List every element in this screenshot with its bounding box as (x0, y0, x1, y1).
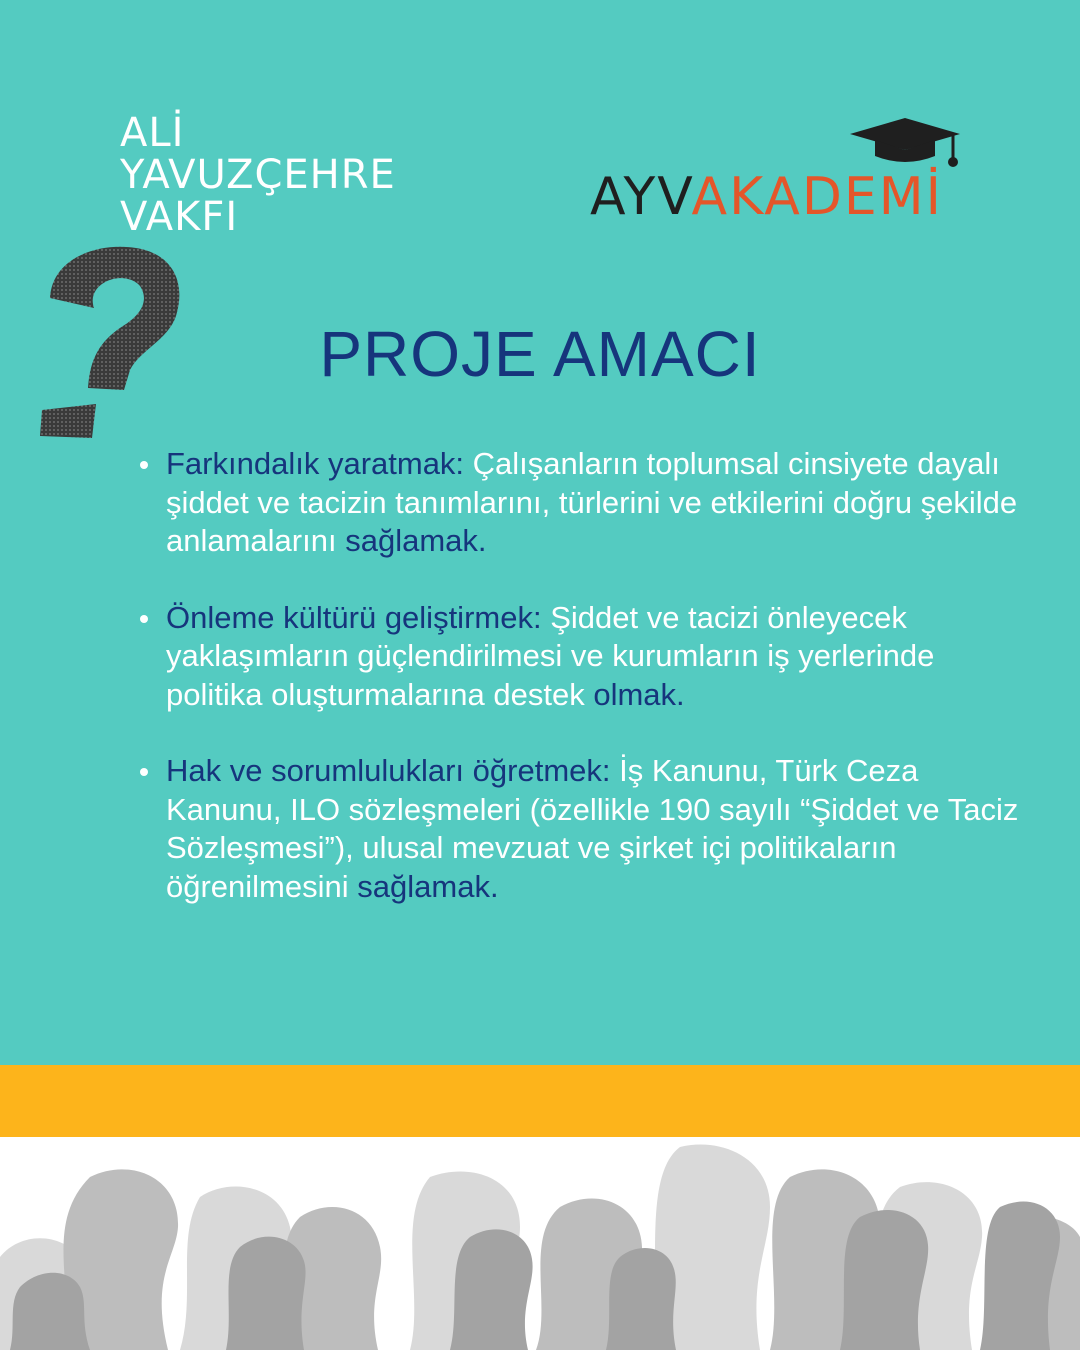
orange-band (0, 1065, 1080, 1137)
goal-heading: Önleme kültürü geliştirmek: (166, 599, 542, 635)
academy-logo-dark-text: AYV (590, 167, 692, 227)
goal-heading: Farkındalık yaratmak: (166, 446, 465, 481)
graduation-cap-icon (845, 112, 965, 172)
goal-body: İş Kanunu, Türk Ceza Kanunu, ILO sözleşmeleri (özellikle 190 sayılı “Şiddet ve Taciz Sözleşmesi”), ulusal mevzuat ve şirket içi politikaların öğrenilmesini (166, 753, 1019, 904)
goal-ending: sağlamak. (357, 868, 499, 904)
bullet-dot (140, 768, 148, 776)
goal-item-awareness (138, 445, 1038, 561)
bullet-dot (140, 461, 148, 469)
bullet-dot (140, 615, 148, 623)
academy-logo (590, 112, 970, 227)
foundation-logo (120, 112, 396, 238)
goal-item-rights (138, 752, 1038, 906)
academy-logo-accent-text: AKADEMİ (691, 167, 943, 227)
foundation-logo-line3: VAKFI (120, 194, 239, 240)
goal-heading: Hak ve sorumlulukları öğretmek: (166, 753, 611, 788)
goal-body: Şiddet ve tacizi önleyecek yaklaşımların güçlendirilmesi ve kurumların iş yerlerinde politika oluşturmalarına destek (166, 599, 935, 712)
goal-ending: olmak. (593, 676, 685, 712)
goal-item-prevention (138, 599, 1038, 715)
goal-ending: sağlamak. (345, 523, 487, 558)
women-silhouettes-image (0, 1137, 1080, 1350)
foundation-logo-line2: YAVUZÇEHRE (120, 152, 396, 198)
foundation-logo-line1: ALİ (120, 110, 185, 156)
goal-body: Çalışanların toplumsal cinsiyete dayalı şiddet ve tacizin tanımlarını, türlerini ve etkilerini doğru şekilde anlamalarını (166, 446, 1018, 558)
page-title: PROJE AMACI (319, 318, 761, 390)
goal-list (138, 445, 1038, 944)
